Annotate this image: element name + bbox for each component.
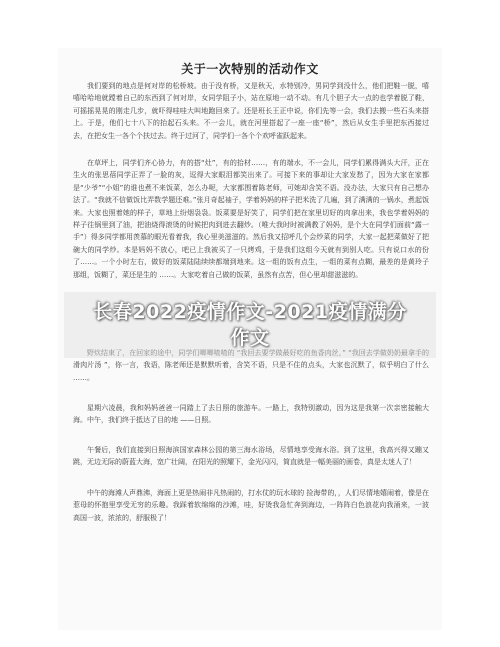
document-title: 关于一次特别的活动作文 (181, 62, 319, 76)
watermark-title (0, 299, 500, 351)
paragraph-5: 午餐后，我们直接到日照海滨国家森林公园的第三海水浴场，尽情地享受海水浴。到了这里，我高兴得又蹦又跳，无边无际的蔚蓝大海，宽广壮阔，在阳光的照耀下，金光闪闪，简直就是一幅美丽的画卷，真是太迷人了！ (73, 446, 429, 467)
paragraph-1: 我们要到的地点是何对岸的松桥坡。由于没有桥，又是秋天，水特别冷，男同学到没什么，他们把鞋一脱，嘻嘻哈哈地就蹚着自己的东西到了何对岸，女同学阻子小，站在原地一动不动。有几个胆子大一点的也学着脱了鞋，可摇摇晃晃的刚走几步，就吓得哇哇大叫地跑回来了。还是班长王正中说，你们先等一会，我们去搬一些石头来搭上。于是，他们七十八下的抬起石头来。不一会儿，就在河里搭起了一座一座“桥”，然后从女生手里把东西接过去，在把女生一各个个扶过去。终于过河了，同学们一各个个欢呼雀跃起来。 (73, 82, 429, 140)
paragraph-2: 在草坪上，同学们齐心协力，有的搭“灶”，有的拾材……，有的端水，不一会儿，同学们累得满头大汗，正在生火的张思蓓同学正弄了一脸的灰，逗得大家眼泪都笑出来了。可接下来的事却让大家发愁了，因为大家在家都是“少爷”“小姐”的谁也煮不来饭菜，怎么办呢，大家都围着陈老师，可她却含笑不语。没办法，大家只有自己想办法了。“我就不信做饭比弄数学题还难。”张月奇起袖子，学着妈妈的样子把米洗了几遍，到了满满的一锅水，煮起饭来。大家也照着她的样子，草地上纷烟袅袅。饭菜要是好笑了，同学们把在家里切好的肉拿出来，我也学着妈妈的样子往锅里到了油，把油烧得滚烫的时候把肉到进去翻炒。（唯大我时时被满教了妈妈，是个大在同学们面前“露一手”）得多同学都用羡慕的眼光看着我，我心里美滋滋的。然后我又招呼几个会炒菜的同学，大家一起把菜做好了把碗大的同学炒。本是妈妈不放心，吧已上我被买了一只烤鸡，于是我们这组今天就有到别人吃。只有说口水的份了……。一个小时左右，做好的饭菜陆陆续续都端到地来。这一组的饭有点生，一组的菜有点糊，最差的是黄玲子那组，饭糊了，菜还是生的 ……。大家吃着自己做的饭菜，虽然有点苦，但心里却甜滋滋的。 (73, 159, 429, 279)
watermark-line-2: 作文 (230, 327, 270, 349)
paragraph-6: 中午的海滩人声鼎沸，海面上更是热闹非凡热闹的，打水仗的玩水球的 捡海带的，，人们尽情地嬉闹着，像是在惹母的怀抱里享受无穷的乐趣。我踩着软绵绵的沙滩，哇，好烫我急忙奔到海边，一阵阵白色浪花向我涌来，一波高国一波，浓浓的，舒服极了！ (73, 489, 429, 522)
paragraph-4: 星期六凌晨，我和妈妈爸爸一同踏上了去日照的旅游车。一路上，我特别激动，因为这是我第一次亲密接触大海。中午，我们终于抵达了目的地 ——日照。 (73, 404, 429, 425)
watermark-line-1: 长春2022疫情作文-2021疫情满分 (93, 301, 407, 323)
paragraph-3: 野炊结束了，在回家的途中，同学们唧唧喳喳的 “我回去要学做最好吃的鱼香肉丝，” “我回去学做奶奶最拿手的滑肉片汤 ”，你一言，我语，陈老师还是默默听着，含笑不语，只是不住的点头，大家也沉默了，似乎明白了什么 ……。 (73, 349, 429, 382)
